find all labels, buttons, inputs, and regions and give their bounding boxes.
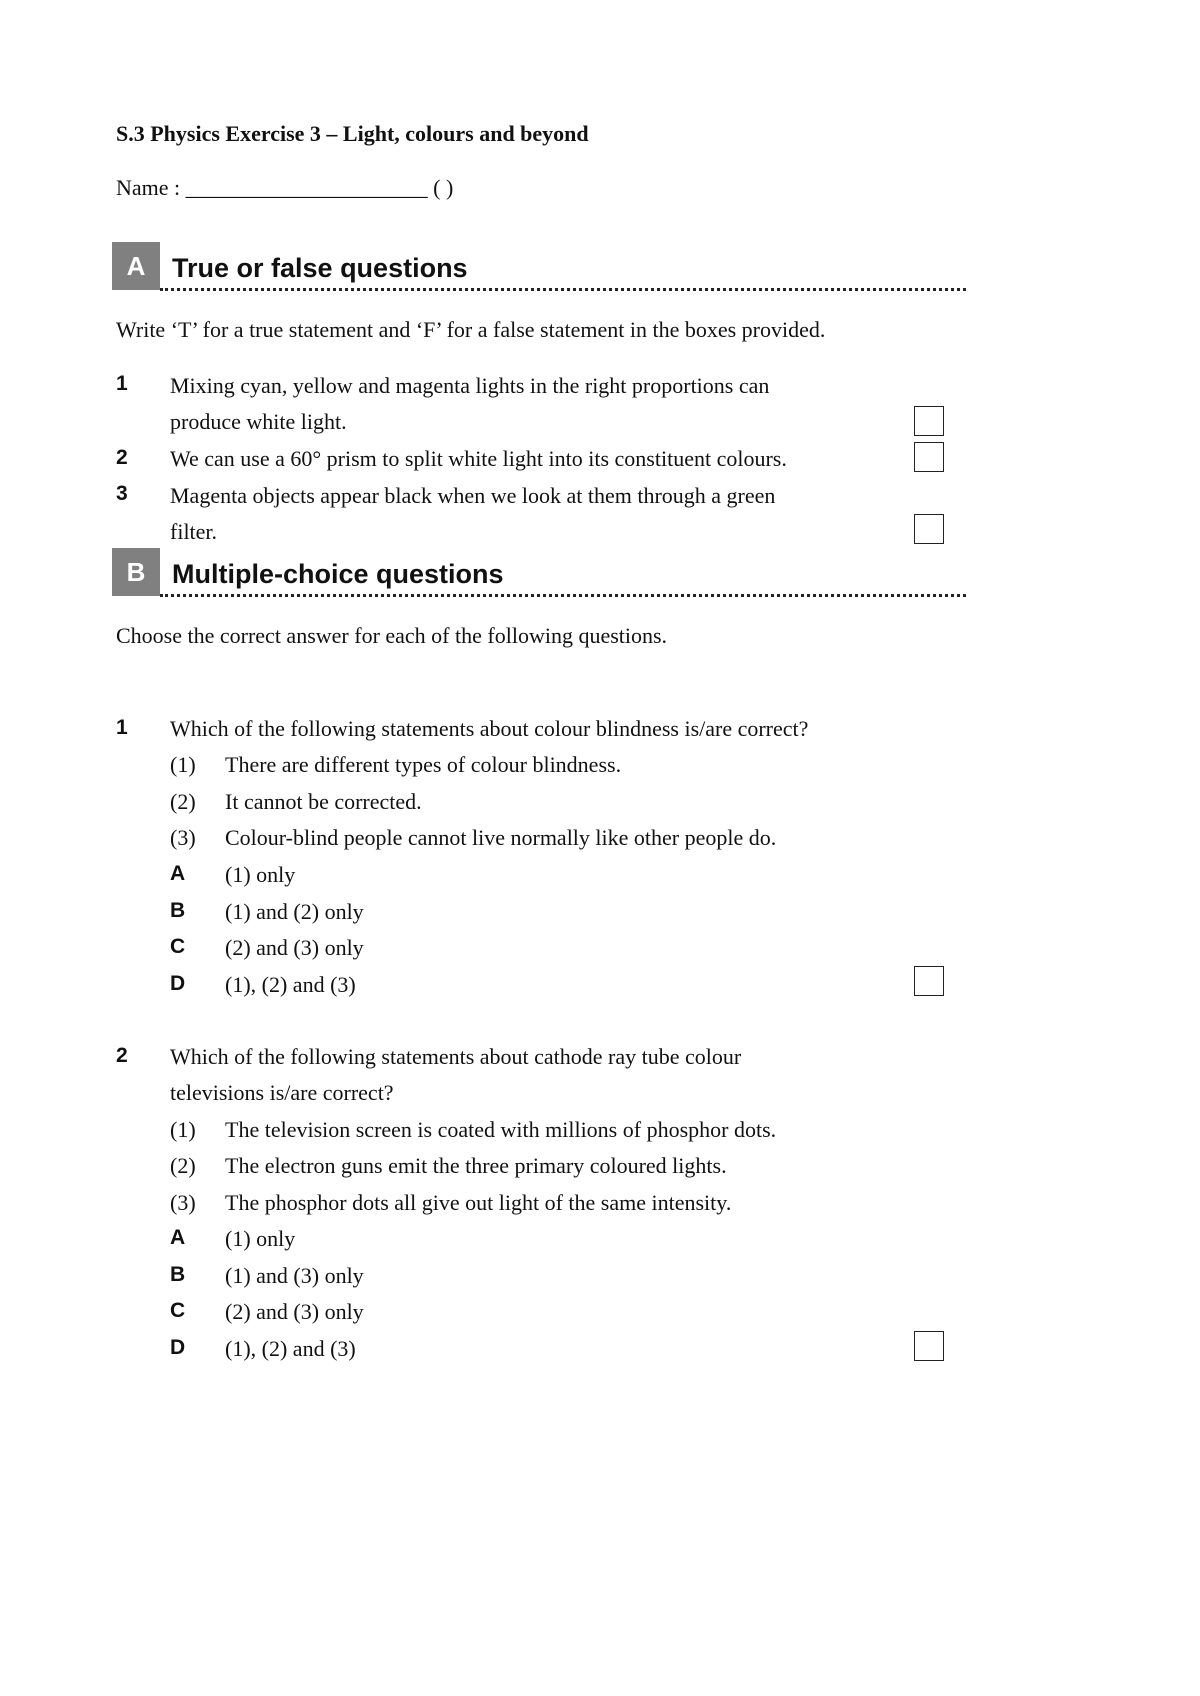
question-text-line: televisions is/are correct? (170, 1080, 394, 1105)
question-number: 3 (116, 482, 128, 505)
option-letter: C (170, 1299, 186, 1322)
option-text: (1) and (2) only (225, 899, 364, 924)
option-letter: A (170, 862, 186, 885)
option-text: (1), (2) and (3) (225, 1336, 356, 1361)
statement-label: (1) (170, 1117, 196, 1142)
answer-box[interactable] (914, 1331, 944, 1361)
question-number: 1 (116, 372, 128, 395)
statement-text: Colour-blind people cannot live normally like other people do. (225, 825, 777, 850)
statement-text: The electron guns emit the three primary coloured lights. (225, 1153, 727, 1178)
question-text-line: Which of the following statements about cathode ray tube colour (170, 1044, 742, 1069)
section-a-instruction: Write ‘T’ for a true statement and ‘F’ for a false statement in the boxes provided. (116, 317, 826, 342)
option-text: (2) and (3) only (225, 1299, 364, 1324)
statement-text: The television screen is coated with millions of phosphor dots. (225, 1117, 777, 1142)
section-b-title: Multiple-choice questions (172, 559, 504, 589)
option-letter: D (170, 1336, 186, 1359)
question-text-line: filter. (170, 519, 218, 544)
statement-text: The phosphor dots all give out light of the same intensity. (225, 1190, 732, 1215)
question-text-line: Magenta objects appear black when we look at them through a green (170, 483, 776, 508)
section-b-instruction: Choose the correct answer for each of the following questions. (116, 623, 668, 648)
page-title: S.3 Physics Exercise 3 – Light, colours and beyond (116, 121, 589, 146)
statement-label: (3) (170, 825, 196, 850)
option-letter: D (170, 972, 186, 995)
answer-box[interactable] (914, 406, 944, 436)
section-b-divider (160, 594, 966, 597)
option-text: (1), (2) and (3) (225, 972, 356, 997)
statement-label: (2) (170, 1153, 196, 1178)
section-a-badge: A (112, 242, 160, 290)
answer-box[interactable] (914, 514, 944, 544)
option-letter: B (170, 899, 186, 922)
option-text: (2) and (3) only (225, 935, 364, 960)
question-text-line: produce white light. (170, 409, 347, 434)
section-b-badge: B (112, 548, 160, 596)
question-text-line: We can use a 60° prism to split white light into its constituent colours. (170, 446, 787, 471)
option-letter: A (170, 1226, 186, 1249)
question-text-line: Mixing cyan, yellow and magenta lights in the right proportions can (170, 373, 770, 398)
option-letter: B (170, 1263, 186, 1286)
option-text: (1) and (3) only (225, 1263, 364, 1288)
name-line: Name : ______________________ ( ) (116, 175, 454, 200)
question-number: 2 (116, 1044, 128, 1067)
section-a-title: True or false questions (172, 253, 468, 283)
statement-text: There are different types of colour blindness. (225, 752, 622, 777)
question-text-line: Which of the following statements about colour blindness is/are correct? (170, 716, 809, 741)
section-a-divider (160, 288, 966, 291)
question-number: 2 (116, 446, 128, 469)
answer-box[interactable] (914, 442, 944, 472)
question-number: 1 (116, 716, 128, 739)
option-text: (1) only (225, 1226, 296, 1251)
statement-text: It cannot be corrected. (225, 789, 422, 814)
statement-label: (1) (170, 752, 196, 777)
statement-label: (2) (170, 789, 196, 814)
option-letter: C (170, 935, 186, 958)
option-text: (1) only (225, 862, 296, 887)
statement-label: (3) (170, 1190, 196, 1215)
answer-box[interactable] (914, 966, 944, 996)
